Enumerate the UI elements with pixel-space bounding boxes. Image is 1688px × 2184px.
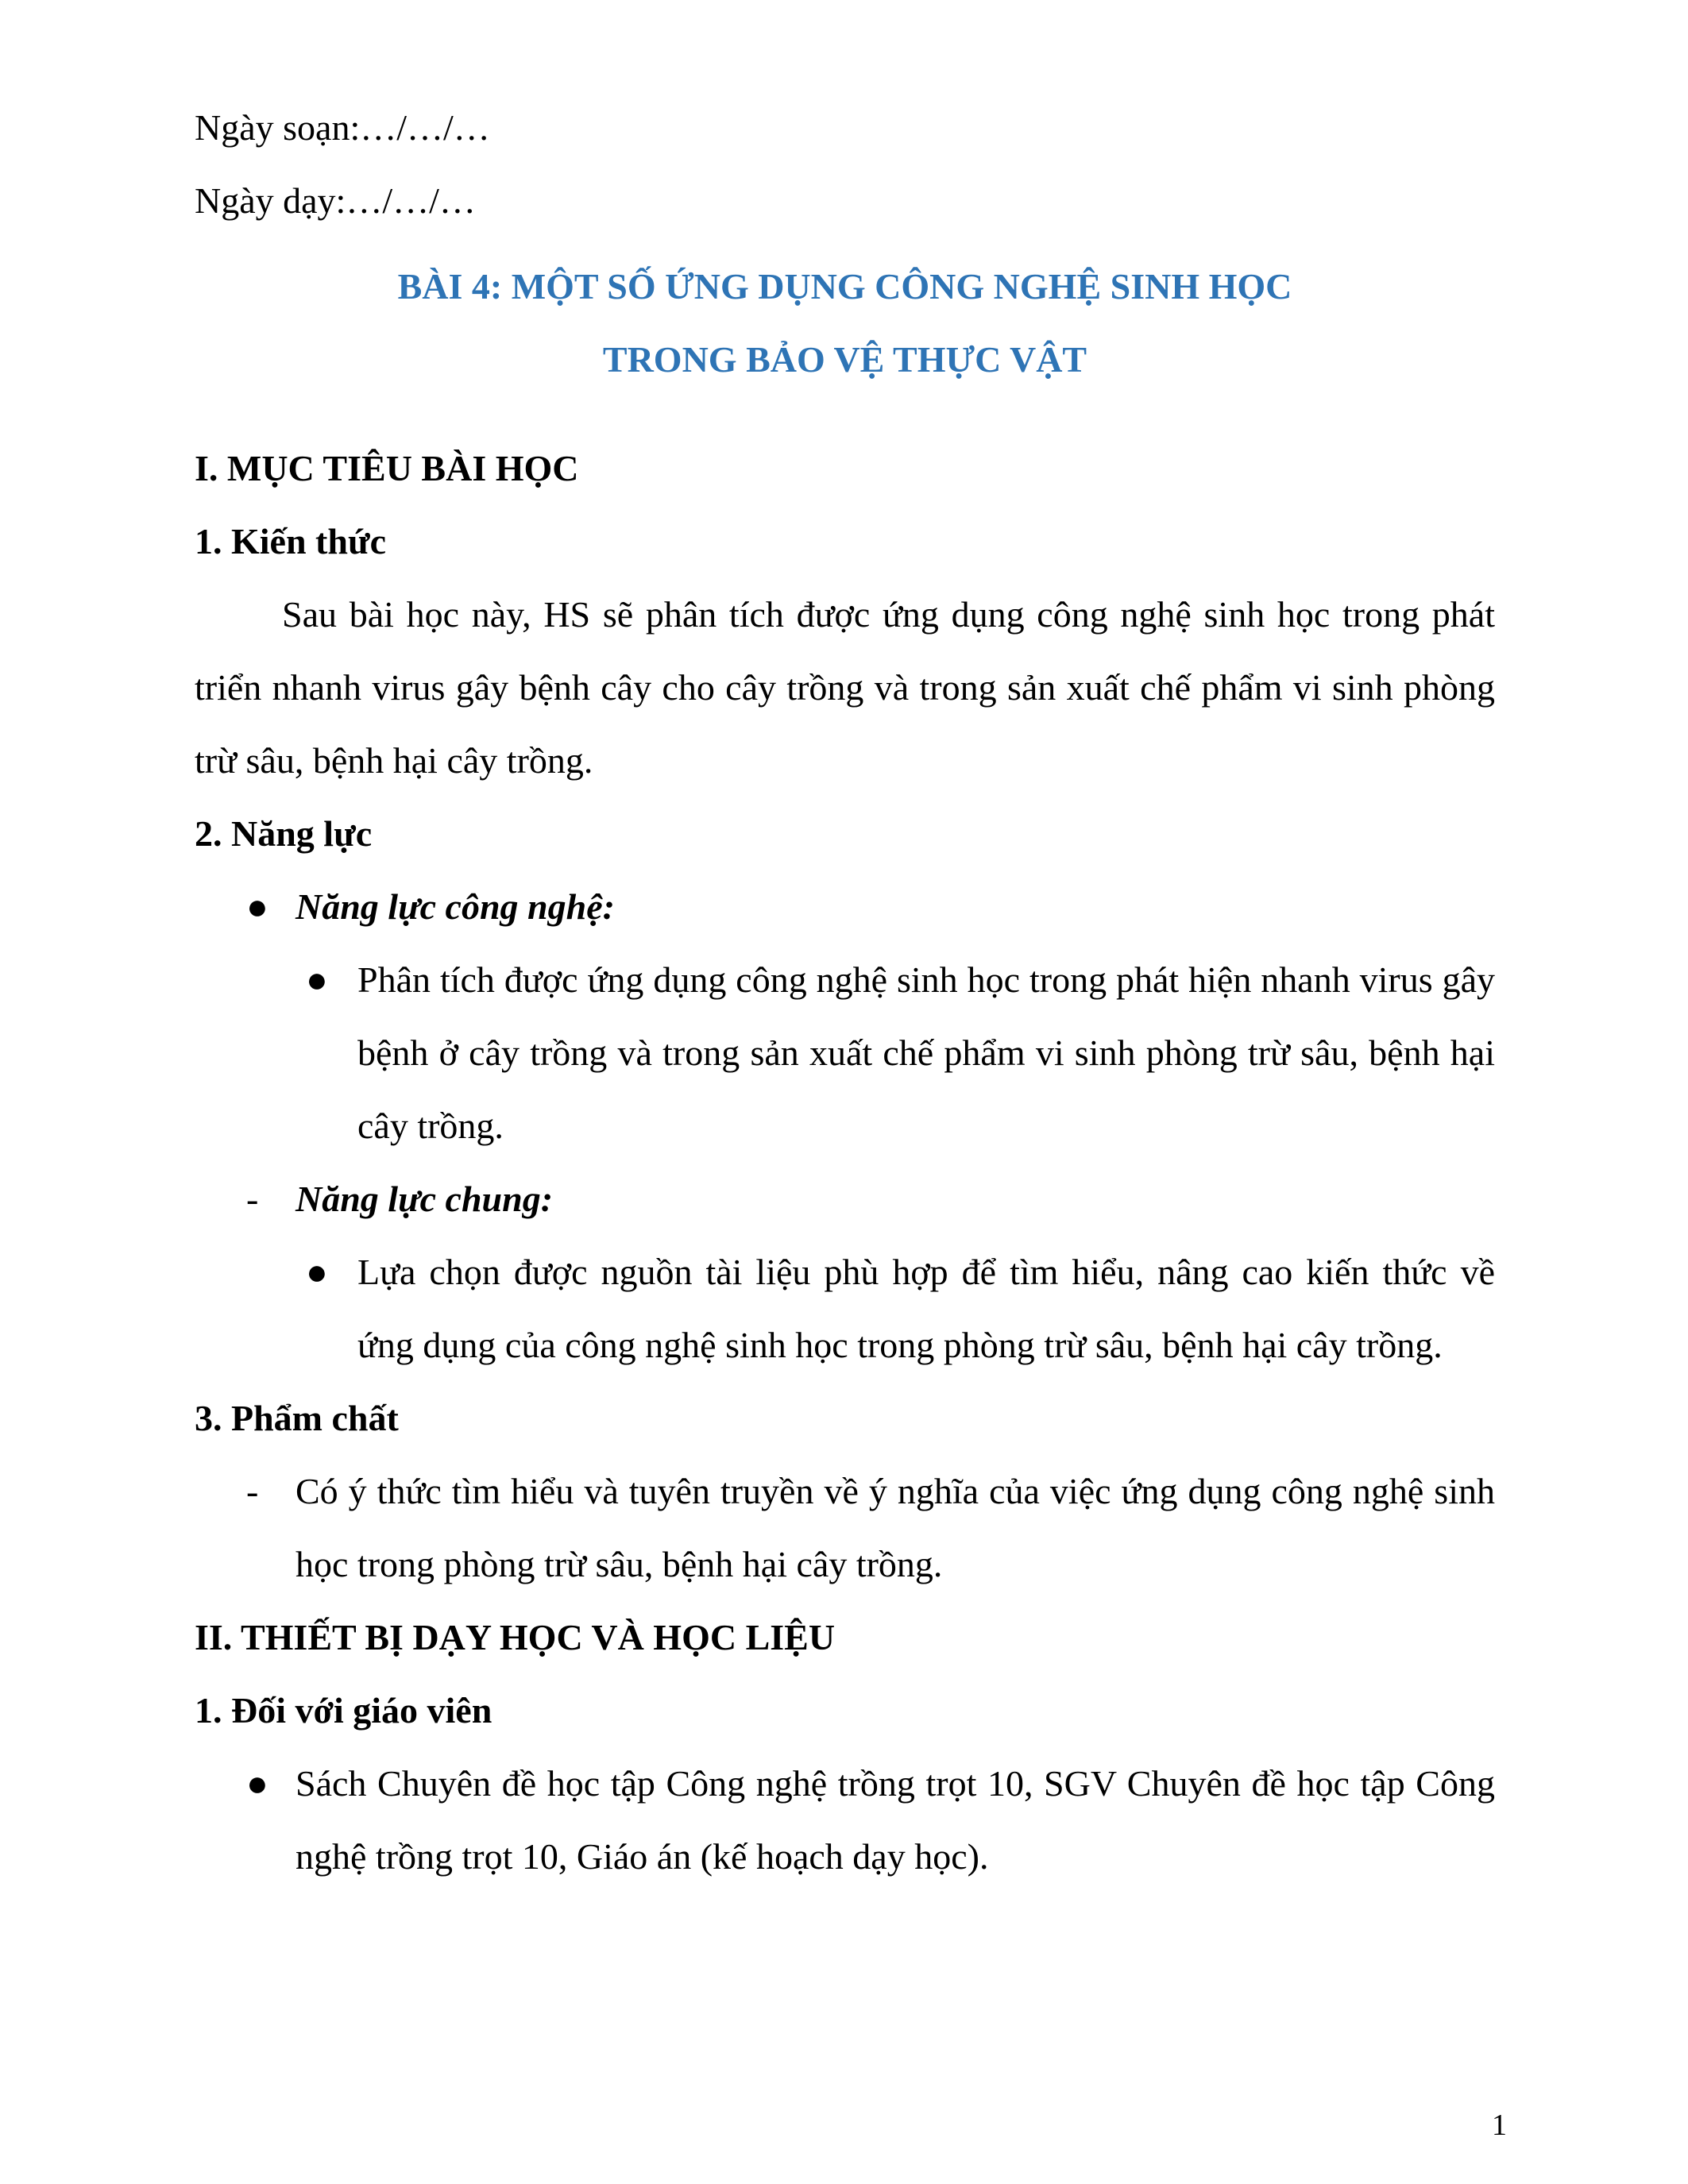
knowledge-paragraph: Sau bài học này, HS sẽ phân tích được ứng dụng công nghệ sinh học trong phát triển nhanh virus gây bệnh cây cho cây trồng và trong sản xuất chế phẩm vi sinh phòng trừ sâu, bệnh hại cây trồng. — [195, 594, 1495, 781]
page-number: 1 — [1492, 2109, 1507, 2142]
tech-competence-detail: Phân tích được ứng dụng công nghệ sinh học trong phát hiện nhanh virus gây bệnh ở cây trồng và trong sản xuất chế phẩm vi sinh phòng trừ sâu, bệnh hại cây trồng. — [357, 959, 1495, 1146]
date-taught-line: Ngày dạy:…/…/… — [195, 180, 476, 221]
general-competence-label: Năng lực chung: — [295, 1179, 554, 1219]
quality-subheading: 3. Phẩm chất — [195, 1398, 399, 1438]
competence-subheading: 2. Năng lực — [195, 813, 373, 854]
document-title-line2: TRONG BẢO VỆ THỰC VẬT — [602, 339, 1087, 380]
document-title-line1: BÀI 4: MỘT SỐ ỨNG DỤNG CÔNG NGHỆ SINH HỌC — [397, 266, 1292, 307]
list-item-tech-competence-detail — [195, 943, 1495, 1163]
document-title — [195, 250, 1495, 396]
quality-detail: Có ý thức tìm hiểu và tuyên truyền về ý nghĩa của việc ứng dụng công nghệ sinh học trong phòng trừ sâu, bệnh hại cây trồng. — [295, 1471, 1495, 1584]
dash-icon: - — [246, 1179, 259, 1219]
date-prepared-line: Ngày soạn:…/…/… — [195, 107, 490, 148]
list-item-teacher-materials — [195, 1747, 1495, 1893]
list-item-tech-competence-label — [195, 870, 1495, 943]
list-item-general-competence-detail — [195, 1236, 1495, 1382]
bullet-icon: ● — [306, 959, 328, 1000]
teacher-materials-subheading: 1. Đối với giáo viên — [195, 1690, 492, 1731]
dash-icon: - — [246, 1471, 259, 1511]
tech-competence-label: Năng lực công nghệ: — [295, 886, 615, 927]
list-item-general-competence-label — [195, 1163, 1495, 1236]
section-1-heading: I. MỤC TIÊU BÀI HỌC — [195, 448, 579, 488]
bullet-icon: ● — [246, 1763, 268, 1804]
bullet-icon: ● — [246, 886, 268, 927]
knowledge-subheading: 1. Kiến thức — [195, 521, 386, 561]
list-item-quality-detail — [195, 1455, 1495, 1601]
general-competence-detail: Lựa chọn được nguồn tài liệu phù hợp để tìm hiểu, nâng cao kiến thức về ứng dụng của công nghệ sinh học trong phòng trừ sâu, bệnh hại cây trồng. — [357, 1252, 1495, 1365]
section-2-heading: II. THIẾT BỊ DẠY HỌC VÀ HỌC LIỆU — [195, 1617, 836, 1657]
teacher-materials-detail: Sách Chuyên đề học tập Công nghệ trồng trọt 10, SGV Chuyên đề học tập Công nghệ trồng trọt 10, Giáo án (kế hoạch dạy học). — [295, 1763, 1495, 1877]
bullet-icon: ● — [306, 1252, 328, 1292]
